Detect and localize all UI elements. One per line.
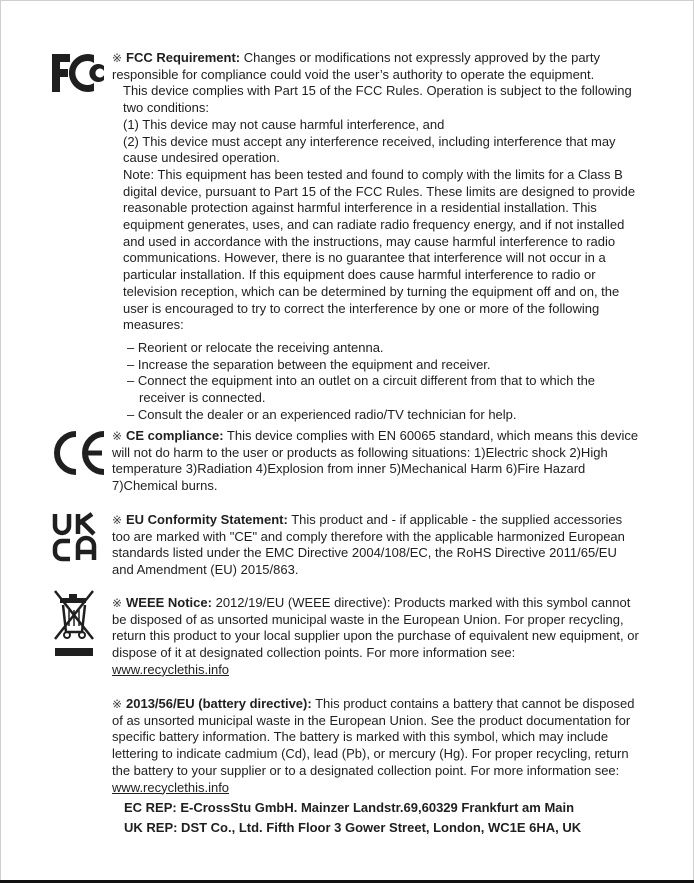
measure-text: – Connect the equipment into an outlet on a circuit different from that to which the	[127, 373, 596, 389]
list-item	[127, 373, 642, 406]
list-item: – Reorient or relocate the receiving antenna.	[127, 339, 384, 355]
fcc-part15: This device complies with Part 15 of the FCC Rules. Operation is subject to the following two conditions:	[123, 83, 632, 116]
note-mark: ※	[112, 596, 123, 610]
measure-continuation: receiver is connected.	[139, 390, 266, 406]
eu-section	[112, 512, 642, 579]
weee-section	[112, 595, 642, 679]
fcc-condition-1: (1) This device may not cause harmful interference, and	[123, 116, 445, 132]
list-item: – Increase the separation between the equipment and receiver.	[127, 356, 491, 372]
fcc-note: Note: This equipment has been tested and found to comply with the limits for a Class B digital device, pursuant to Part 15 of the FCC Rules. These limits are designed to provide reasonable protection against harmful interference in a residential installation. This equipment generates, uses, and can radiate radio frequency energy, and if not installed and used in accordance with the instructions, may cause harmful interference to radio communications. However, there is no guarantee that interference will not occur in a particular installation. If this equipment does cause harmful interference to radio or television reception, which can be determined by turning the equipment off and on, the user is encouraged to try to correct the interference by one or more of the following measures:	[123, 166, 636, 333]
ce-mark-icon	[52, 430, 110, 476]
fcc-intro: Changes or modifications not expressly approved by the party responsible for compliance could void the user’s authority to operate the equipment.	[112, 50, 600, 82]
weee-bin-icon	[52, 588, 98, 660]
recycle-link[interactable]: www.recyclethis.info	[112, 779, 230, 795]
eu-heading: EU Conformity Statement:	[126, 512, 288, 527]
weee-heading: WEEE Notice:	[126, 595, 212, 610]
ce-heading: CE compliance:	[126, 428, 224, 443]
list-item: – Consult the dealer or an experienced radio/TV technician for help.	[127, 406, 517, 422]
battery-heading: 2013/56/EU (battery directive):	[126, 696, 312, 711]
ukca-mark-icon	[52, 512, 100, 562]
fcc-section	[112, 50, 642, 423]
fcc-measures-list	[127, 340, 642, 424]
note-mark: ※	[112, 513, 123, 527]
fcc-condition-2: (2) This device must accept any interference received, including interference that may cause undesired operation.	[123, 133, 616, 166]
ce-section	[112, 428, 642, 495]
battery-text: This product contains a battery that cannot be disposed of as unsorted municipal waste in the European Union. See the product documentation for specific battery information. The battery is marked with this symbol, which may include lettering to indicate cadmium (Cd), lead (Pb), or mercury (Hg). For proper recycling, return the battery to your supplier or to a designated collection point. For more information see:	[112, 696, 635, 778]
ec-rep: EC REP: E-CrossStu GmbH. Mainzer Landstr.69,60329 Frankfurt am Main	[124, 800, 575, 815]
eu-text: This product and - if applicable - the supplied accessories too are marked with "CE" and comply therefore with the applicable harmonized European standards listed under the EMC Directive 2004/108/EC, the RoHS Directive 2011/65/EU and Amendment (EU) 2015/863.	[112, 512, 625, 578]
note-mark: ※	[112, 429, 123, 443]
note-mark: ※	[112, 51, 123, 65]
fcc-logo-icon	[50, 52, 108, 94]
weee-text: 2012/19/EU (WEEE directive): Products marked with this symbol cannot be disposed of as unsorted municipal waste in the European Union. For proper recycling, return this product to your local supplier upon the purchase of equivalent new equipment, or dispose of it at designated collection points. For more information see:	[112, 595, 639, 661]
battery-section	[112, 696, 642, 796]
recycle-link[interactable]: www.recyclethis.info	[112, 661, 230, 677]
representatives	[124, 798, 581, 837]
ce-text: This device complies with EN 60065 standard, which means this device will not do harm to the user or products as following situations: 1)Electric shock 2)High temperature 3)Radiation 4)Explosion from inner 5)Mechanical Harm 6)Fire Hazard 7)Chemical burns.	[112, 428, 639, 494]
note-mark: ※	[112, 697, 123, 711]
uk-rep: UK REP: DST Co., Ltd. Fifth Floor 3 Gower Street, London, WC1E 6HA, UK	[124, 819, 582, 835]
fcc-heading: FCC Requirement:	[126, 50, 241, 65]
